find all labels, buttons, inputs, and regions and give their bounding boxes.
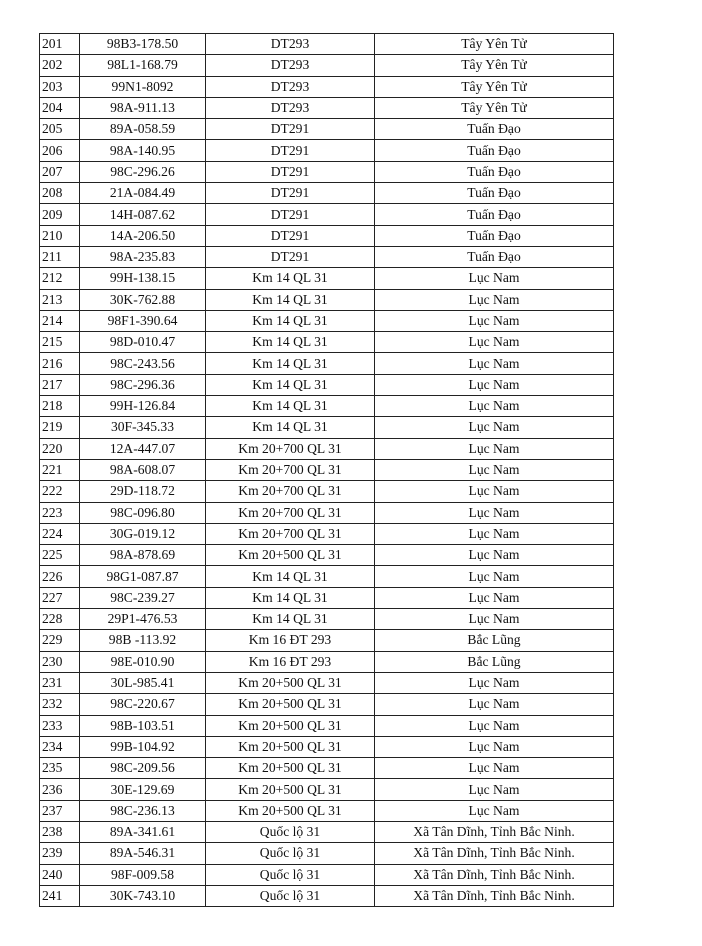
license-plate-cell: 30L-985.41 bbox=[80, 672, 206, 693]
row-number-cell: 220 bbox=[40, 438, 80, 459]
row-number-cell: 224 bbox=[40, 523, 80, 544]
location-cell: Km 14 QL 31 bbox=[206, 417, 375, 438]
row-number-cell: 221 bbox=[40, 459, 80, 480]
license-plate-cell: 98A-140.95 bbox=[80, 140, 206, 161]
license-plate-cell: 98A-878.69 bbox=[80, 545, 206, 566]
row-number-cell: 217 bbox=[40, 374, 80, 395]
area-cell: Lục Nam bbox=[375, 672, 614, 693]
row-number-cell: 214 bbox=[40, 310, 80, 331]
license-plate-cell: 29D-118.72 bbox=[80, 481, 206, 502]
location-cell: Km 20+700 QL 31 bbox=[206, 502, 375, 523]
table-row bbox=[40, 843, 614, 864]
table-row bbox=[40, 566, 614, 587]
table-row bbox=[40, 204, 614, 225]
license-plate-cell: 98C-209.56 bbox=[80, 758, 206, 779]
location-cell: DT291 bbox=[206, 225, 375, 246]
table-row bbox=[40, 736, 614, 757]
table-row bbox=[40, 332, 614, 353]
location-cell: Km 16 ĐT 293 bbox=[206, 651, 375, 672]
license-plate-cell: 14H-087.62 bbox=[80, 204, 206, 225]
location-cell: Km 20+700 QL 31 bbox=[206, 481, 375, 502]
license-plate-cell: 12A-447.07 bbox=[80, 438, 206, 459]
area-cell: Tuấn Đạo bbox=[375, 204, 614, 225]
row-number-cell: 206 bbox=[40, 140, 80, 161]
location-cell: Km 14 QL 31 bbox=[206, 587, 375, 608]
area-cell: Tuấn Đạo bbox=[375, 246, 614, 267]
license-plate-cell: 99H-126.84 bbox=[80, 396, 206, 417]
license-plate-cell: 89A-058.59 bbox=[80, 119, 206, 140]
table-row bbox=[40, 758, 614, 779]
area-cell: Tuấn Đạo bbox=[375, 161, 614, 182]
license-plate-cell: 98B -113.92 bbox=[80, 630, 206, 651]
area-cell: Lục Nam bbox=[375, 545, 614, 566]
table-row bbox=[40, 34, 614, 55]
row-number-cell: 234 bbox=[40, 736, 80, 757]
area-cell: Lục Nam bbox=[375, 396, 614, 417]
location-cell: Km 14 QL 31 bbox=[206, 566, 375, 587]
table-row bbox=[40, 864, 614, 885]
area-cell: Lục Nam bbox=[375, 438, 614, 459]
area-cell: Xã Tân Dĩnh, Tỉnh Bắc Ninh. bbox=[375, 864, 614, 885]
table-row bbox=[40, 140, 614, 161]
row-number-cell: 233 bbox=[40, 715, 80, 736]
location-cell: Km 20+700 QL 31 bbox=[206, 523, 375, 544]
area-cell: Xã Tân Dĩnh, Tỉnh Bắc Ninh. bbox=[375, 843, 614, 864]
license-plate-cell: 30E-129.69 bbox=[80, 779, 206, 800]
location-cell: DT291 bbox=[206, 204, 375, 225]
license-plate-cell: 98A-608.07 bbox=[80, 459, 206, 480]
row-number-cell: 210 bbox=[40, 225, 80, 246]
license-plate-cell: 98G1-087.87 bbox=[80, 566, 206, 587]
area-cell: Lục Nam bbox=[375, 332, 614, 353]
area-cell: Lục Nam bbox=[375, 289, 614, 310]
table-row bbox=[40, 289, 614, 310]
location-cell: Km 20+500 QL 31 bbox=[206, 672, 375, 693]
area-cell: Lục Nam bbox=[375, 459, 614, 480]
license-plate-cell: 98D-010.47 bbox=[80, 332, 206, 353]
table-row bbox=[40, 374, 614, 395]
area-cell: Bắc Lũng bbox=[375, 630, 614, 651]
row-number-cell: 213 bbox=[40, 289, 80, 310]
license-plate-cell: 98C-243.56 bbox=[80, 353, 206, 374]
location-cell: Km 14 QL 31 bbox=[206, 332, 375, 353]
table-row bbox=[40, 694, 614, 715]
license-plate-cell: 30G-019.12 bbox=[80, 523, 206, 544]
table-body bbox=[40, 34, 614, 907]
row-number-cell: 207 bbox=[40, 161, 80, 182]
row-number-cell: 227 bbox=[40, 587, 80, 608]
location-cell: Km 20+700 QL 31 bbox=[206, 438, 375, 459]
area-cell: Lục Nam bbox=[375, 353, 614, 374]
license-plate-cell: 98C-220.67 bbox=[80, 694, 206, 715]
table-row bbox=[40, 438, 614, 459]
area-cell: Lục Nam bbox=[375, 587, 614, 608]
location-cell: Km 16 ĐT 293 bbox=[206, 630, 375, 651]
location-cell: DT291 bbox=[206, 140, 375, 161]
table-row bbox=[40, 821, 614, 842]
location-cell: DT293 bbox=[206, 76, 375, 97]
row-number-cell: 218 bbox=[40, 396, 80, 417]
row-number-cell: 240 bbox=[40, 864, 80, 885]
area-cell: Lục Nam bbox=[375, 374, 614, 395]
table-row bbox=[40, 396, 614, 417]
area-cell: Lục Nam bbox=[375, 800, 614, 821]
location-cell: DT291 bbox=[206, 119, 375, 140]
license-plate-cell: 14A-206.50 bbox=[80, 225, 206, 246]
area-cell: Lục Nam bbox=[375, 523, 614, 544]
license-plate-cell: 30K-743.10 bbox=[80, 885, 206, 906]
row-number-cell: 212 bbox=[40, 268, 80, 289]
location-cell: Km 14 QL 31 bbox=[206, 353, 375, 374]
location-cell: Km 20+500 QL 31 bbox=[206, 715, 375, 736]
location-cell: Km 14 QL 31 bbox=[206, 396, 375, 417]
table-row bbox=[40, 459, 614, 480]
area-cell: Lục Nam bbox=[375, 758, 614, 779]
table-row bbox=[40, 225, 614, 246]
area-cell: Xã Tân Dĩnh, Tỉnh Bắc Ninh. bbox=[375, 885, 614, 906]
license-plate-cell: 98C-096.80 bbox=[80, 502, 206, 523]
location-cell: Quốc lộ 31 bbox=[206, 843, 375, 864]
location-cell: Km 20+500 QL 31 bbox=[206, 694, 375, 715]
location-cell: Km 20+500 QL 31 bbox=[206, 736, 375, 757]
table-row bbox=[40, 246, 614, 267]
license-plate-cell: 98C-296.36 bbox=[80, 374, 206, 395]
location-cell: Quốc lộ 31 bbox=[206, 821, 375, 842]
location-cell: Km 14 QL 31 bbox=[206, 310, 375, 331]
license-plate-cell: 99B-104.92 bbox=[80, 736, 206, 757]
row-number-cell: 209 bbox=[40, 204, 80, 225]
row-number-cell: 231 bbox=[40, 672, 80, 693]
license-plate-cell: 21A-084.49 bbox=[80, 183, 206, 204]
row-number-cell: 235 bbox=[40, 758, 80, 779]
location-cell: Km 20+500 QL 31 bbox=[206, 758, 375, 779]
location-cell: Km 14 QL 31 bbox=[206, 374, 375, 395]
row-number-cell: 203 bbox=[40, 76, 80, 97]
license-plate-cell: 98B3-178.50 bbox=[80, 34, 206, 55]
license-plate-cell: 89A-341.61 bbox=[80, 821, 206, 842]
row-number-cell: 204 bbox=[40, 97, 80, 118]
row-number-cell: 223 bbox=[40, 502, 80, 523]
table-row bbox=[40, 800, 614, 821]
table-row bbox=[40, 651, 614, 672]
license-plate-cell: 98B-103.51 bbox=[80, 715, 206, 736]
area-cell: Lục Nam bbox=[375, 481, 614, 502]
table-row bbox=[40, 417, 614, 438]
license-plate-cell: 30F-345.33 bbox=[80, 417, 206, 438]
license-plate-cell: 89A-546.31 bbox=[80, 843, 206, 864]
location-cell: Km 14 QL 31 bbox=[206, 609, 375, 630]
area-cell: Lục Nam bbox=[375, 268, 614, 289]
location-cell: Km 20+500 QL 31 bbox=[206, 545, 375, 566]
row-number-cell: 219 bbox=[40, 417, 80, 438]
license-plate-cell: 29P1-476.53 bbox=[80, 609, 206, 630]
table-row bbox=[40, 715, 614, 736]
row-number-cell: 241 bbox=[40, 885, 80, 906]
area-cell: Tây Yên Tử bbox=[375, 55, 614, 76]
row-number-cell: 208 bbox=[40, 183, 80, 204]
location-cell: DT293 bbox=[206, 34, 375, 55]
row-number-cell: 232 bbox=[40, 694, 80, 715]
license-plate-cell: 98L1-168.79 bbox=[80, 55, 206, 76]
table-row bbox=[40, 672, 614, 693]
area-cell: Lục Nam bbox=[375, 417, 614, 438]
area-cell: Lục Nam bbox=[375, 779, 614, 800]
location-cell: DT291 bbox=[206, 183, 375, 204]
location-cell: Km 20+500 QL 31 bbox=[206, 779, 375, 800]
location-cell: DT293 bbox=[206, 97, 375, 118]
table-row bbox=[40, 353, 614, 374]
location-cell: Km 14 QL 31 bbox=[206, 268, 375, 289]
row-number-cell: 205 bbox=[40, 119, 80, 140]
area-cell: Tuấn Đạo bbox=[375, 225, 614, 246]
violation-table bbox=[39, 33, 614, 907]
area-cell: Tuấn Đạo bbox=[375, 119, 614, 140]
license-plate-cell: 30K-762.88 bbox=[80, 289, 206, 310]
area-cell: Bắc Lũng bbox=[375, 651, 614, 672]
license-plate-cell: 98F1-390.64 bbox=[80, 310, 206, 331]
location-cell: Quốc lộ 31 bbox=[206, 885, 375, 906]
table-row bbox=[40, 481, 614, 502]
table-row bbox=[40, 609, 614, 630]
license-plate-cell: 98E-010.90 bbox=[80, 651, 206, 672]
location-cell: DT291 bbox=[206, 246, 375, 267]
area-cell: Xã Tân Dĩnh, Tỉnh Bắc Ninh. bbox=[375, 821, 614, 842]
license-plate-cell: 98C-236.13 bbox=[80, 800, 206, 821]
license-plate-cell: 98A-235.83 bbox=[80, 246, 206, 267]
row-number-cell: 215 bbox=[40, 332, 80, 353]
location-cell: DT293 bbox=[206, 55, 375, 76]
table-row bbox=[40, 885, 614, 906]
area-cell: Tây Yên Tử bbox=[375, 97, 614, 118]
row-number-cell: 201 bbox=[40, 34, 80, 55]
area-cell: Lục Nam bbox=[375, 609, 614, 630]
row-number-cell: 202 bbox=[40, 55, 80, 76]
table-row bbox=[40, 587, 614, 608]
table-row bbox=[40, 545, 614, 566]
area-cell: Tuấn Đạo bbox=[375, 183, 614, 204]
row-number-cell: 238 bbox=[40, 821, 80, 842]
row-number-cell: 216 bbox=[40, 353, 80, 374]
table-row bbox=[40, 268, 614, 289]
license-plate-cell: 99H-138.15 bbox=[80, 268, 206, 289]
table-row bbox=[40, 183, 614, 204]
row-number-cell: 236 bbox=[40, 779, 80, 800]
location-cell: Km 20+700 QL 31 bbox=[206, 459, 375, 480]
table-row bbox=[40, 310, 614, 331]
table-row bbox=[40, 76, 614, 97]
table-row bbox=[40, 630, 614, 651]
table-row bbox=[40, 779, 614, 800]
area-cell: Lục Nam bbox=[375, 566, 614, 587]
license-plate-cell: 98A-911.13 bbox=[80, 97, 206, 118]
row-number-cell: 230 bbox=[40, 651, 80, 672]
table-row bbox=[40, 55, 614, 76]
area-cell: Tuấn Đạo bbox=[375, 140, 614, 161]
table-row bbox=[40, 502, 614, 523]
area-cell: Lục Nam bbox=[375, 310, 614, 331]
row-number-cell: 222 bbox=[40, 481, 80, 502]
area-cell: Lục Nam bbox=[375, 715, 614, 736]
row-number-cell: 239 bbox=[40, 843, 80, 864]
location-cell: DT291 bbox=[206, 161, 375, 182]
area-cell: Tây Yên Tử bbox=[375, 76, 614, 97]
area-cell: Lục Nam bbox=[375, 694, 614, 715]
license-plate-cell: 98F-009.58 bbox=[80, 864, 206, 885]
area-cell: Lục Nam bbox=[375, 736, 614, 757]
row-number-cell: 237 bbox=[40, 800, 80, 821]
license-plate-cell: 98C-296.26 bbox=[80, 161, 206, 182]
row-number-cell: 225 bbox=[40, 545, 80, 566]
license-plate-cell: 99N1-8092 bbox=[80, 76, 206, 97]
license-plate-cell: 98C-239.27 bbox=[80, 587, 206, 608]
row-number-cell: 226 bbox=[40, 566, 80, 587]
table-row bbox=[40, 523, 614, 544]
table-row bbox=[40, 97, 614, 118]
area-cell: Lục Nam bbox=[375, 502, 614, 523]
area-cell: Tây Yên Tử bbox=[375, 34, 614, 55]
location-cell: Km 14 QL 31 bbox=[206, 289, 375, 310]
table-row bbox=[40, 119, 614, 140]
row-number-cell: 211 bbox=[40, 246, 80, 267]
table-row bbox=[40, 161, 614, 182]
location-cell: Quốc lộ 31 bbox=[206, 864, 375, 885]
row-number-cell: 229 bbox=[40, 630, 80, 651]
row-number-cell: 228 bbox=[40, 609, 80, 630]
location-cell: Km 20+500 QL 31 bbox=[206, 800, 375, 821]
